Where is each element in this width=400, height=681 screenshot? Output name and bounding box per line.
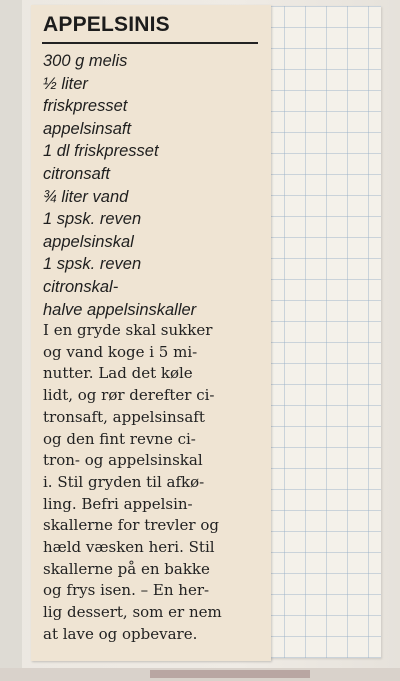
ingredient-line: citronsaft (43, 164, 110, 183)
instruction-line: og vand koge i 5 mi- (43, 342, 198, 361)
instruction-line: tron- og appelsinskal (43, 451, 203, 470)
ingredient-line: 300 g melis (43, 52, 128, 70)
ingredient-line: ½ liter (43, 74, 88, 93)
ingredient-line: halve appelsinskaller (43, 300, 197, 319)
recipe-instructions (43, 320, 269, 646)
ingredient-line: 1 spsk. reven (43, 210, 142, 229)
ingredient-line: appelsinsaft (43, 119, 132, 138)
ingredient-line: ¾ liter vand (43, 187, 129, 206)
scan-bottom-mark (150, 670, 310, 678)
ingredient-line: friskpresset (43, 97, 128, 116)
instruction-line: lig dessert, som er nem (43, 603, 222, 622)
instruction-line: i. Stil gryden til afkø- (43, 472, 205, 491)
ingredient-line: appelsinskal (43, 232, 134, 251)
instruction-line: skallerne for trevler og (43, 516, 219, 535)
ingredient-line: 1 dl friskpresset (43, 142, 159, 161)
instruction-line: tronsaft, appelsinsaft (43, 407, 205, 426)
ingredient-line: citronskal- (43, 277, 119, 296)
title-underline (42, 42, 258, 44)
scan-left-edge (0, 0, 22, 681)
instruction-line: nutter. Lad det køle (43, 364, 193, 383)
instruction-line: hæld væsken heri. Stil (43, 538, 215, 557)
grid-paper-backing (263, 6, 381, 658)
ingredient-list (43, 50, 196, 321)
instruction-line: og frys isen. – En her- (43, 581, 210, 600)
ingredient-line: 1 spsk. reven (43, 255, 142, 274)
instruction-line: I en gryde skal sukker (43, 321, 213, 339)
recipe-title: APPELSINIS (43, 13, 170, 36)
instruction-line: lidt, og rør derefter ci- (43, 386, 215, 405)
instruction-line: at lave og opbevare. (43, 624, 198, 643)
instruction-line: skallerne på en bakke (43, 559, 210, 578)
instruction-line: og den fint revne ci- (43, 429, 196, 448)
instruction-line: ling. Befri appelsin- (43, 494, 193, 513)
